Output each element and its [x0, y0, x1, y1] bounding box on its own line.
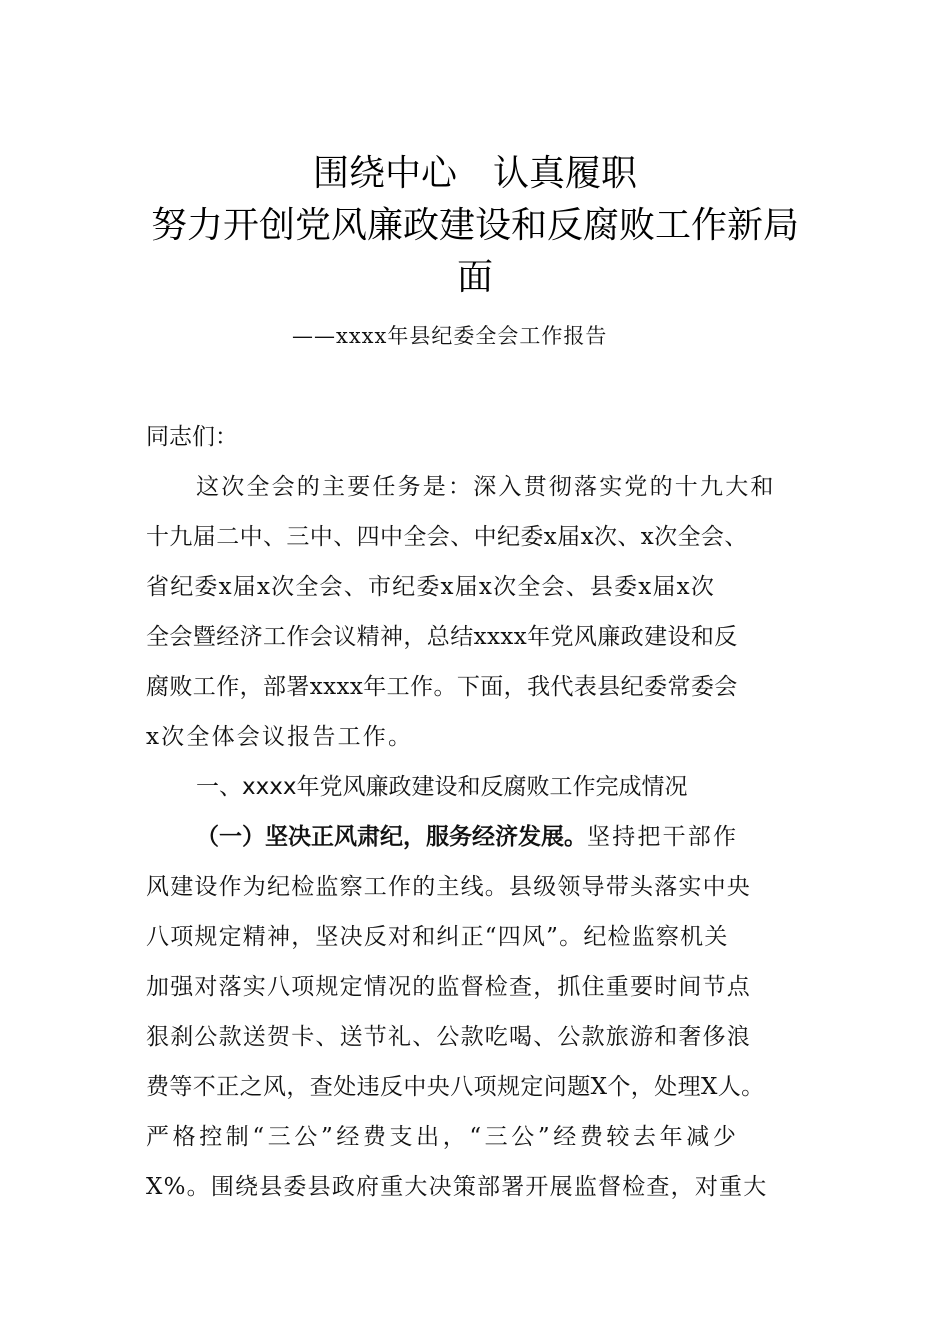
intro-line: x次全体会议报告工作。 [146, 724, 414, 750]
paragraph-line: 风建设作为纪检监察工作的主线。县级领导带头落实中央 [146, 874, 751, 900]
paragraph-line: 费等不正之风，查处违反中央八项规定问题X个，处理X人。 [146, 1074, 765, 1100]
subsection-1-heading: （一）坚决正风肃纪，服务经济发展。 [196, 824, 587, 850]
title-line-1 [0, 148, 950, 200]
title-line-2: 努力开创党风廉政建设和反腐败工作新局 [150, 205, 799, 246]
intro-line: 省纪委x届x次全会、市纪委x届x次全会、县委x届x次 [146, 574, 716, 600]
title-line-1-part-b: 认真履职 [493, 153, 638, 194]
document-body [146, 418, 806, 1218]
intro-line: 十九届二中、三中、四中全会、中纪委x届x次、x次全会、 [146, 524, 748, 550]
document-title [0, 148, 950, 304]
subsection-1-first-line [146, 818, 806, 868]
subsection-1-first-line-text: 坚持把干部作 [587, 824, 739, 850]
salutation: 同志们： [146, 424, 238, 450]
title-line-1-part-a: 围绕中心 [312, 153, 457, 194]
intro-line: 全会暨经济工作会议精神，总结xxxx年党风廉政建设和反 [146, 624, 738, 650]
title-line-3: 面 [456, 257, 493, 298]
section-1-heading: 一、xxxx年党风廉政建设和反腐败工作完成情况 [196, 774, 688, 800]
paragraph-line: 狠刹公款送贺卡、送节礼、公款吃喝、公款旅游和奢侈浪 [146, 1024, 751, 1050]
paragraph-line: 八项规定精神，坚决反对和纠正“四风”。纪检监察机关 [146, 924, 729, 950]
paragraph-line: 加强对落实八项规定情况的监督检查，抓住重要时间节点 [146, 974, 751, 1000]
intro-line: 腐败工作，部署xxxx年工作。下面，我代表县纪委常委会 [146, 674, 738, 700]
paragraph-line: 严格控制“三公”经费支出，“三公”经费较去年减少 [146, 1124, 740, 1150]
paragraph-line: X%。围绕县委县政府重大决策部署开展监督检查，对重大 [146, 1174, 768, 1200]
intro-line: 这次全会的主要任务是：深入贯彻落实党的十九大和 [196, 474, 776, 500]
document-subtitle: ——xxxx年县纪委全会工作报告 [292, 324, 608, 348]
